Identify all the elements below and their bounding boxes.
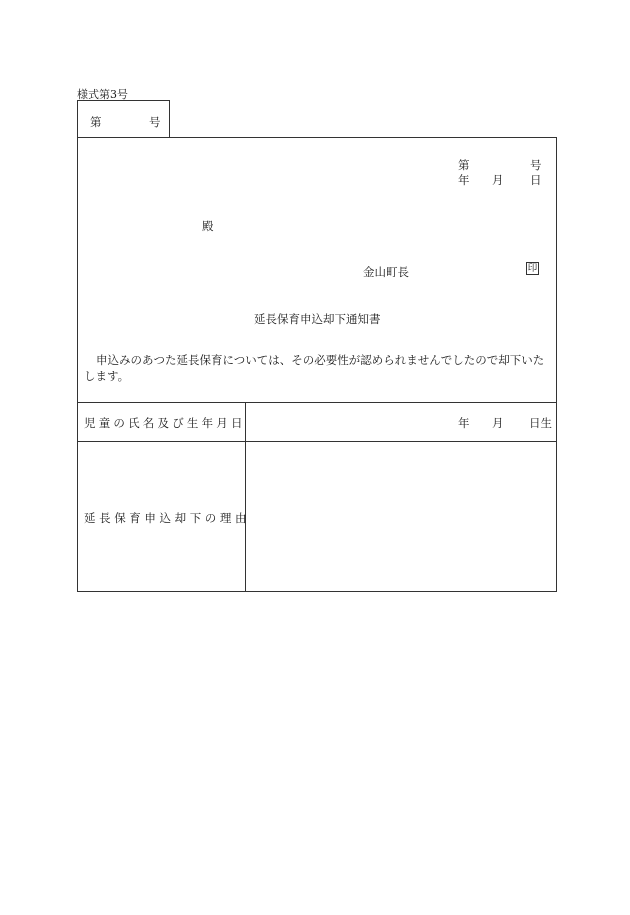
header-month: 月 bbox=[492, 173, 504, 187]
rejection-reason-label: 延長保育申込却下の理由 bbox=[84, 511, 251, 525]
table-row-divider bbox=[78, 441, 556, 442]
table-top-border bbox=[78, 402, 556, 403]
notice-form bbox=[77, 137, 557, 592]
addressee-suffix: 殿 bbox=[202, 219, 214, 233]
form-number-label: 様式第3号 bbox=[77, 88, 128, 101]
birth-day-label: 日生 bbox=[529, 416, 552, 430]
header-dai: 第 bbox=[458, 158, 470, 172]
birth-year-label: 年 bbox=[458, 416, 470, 430]
sender-name: 金山町長 bbox=[363, 265, 409, 279]
document-title: 延長保育申込却下通知書 bbox=[254, 312, 381, 326]
number-box-dai: 第 bbox=[90, 115, 102, 129]
header-go: 号 bbox=[530, 158, 542, 172]
notice-body-text: 申込みのあつた延長保育については、その必要性が認められませんでしたので却下いたします。 bbox=[84, 353, 545, 383]
header-day: 日 bbox=[530, 173, 542, 187]
birth-month-label: 月 bbox=[492, 416, 504, 430]
number-box-go: 号 bbox=[149, 115, 161, 129]
seal-mark: 印 bbox=[527, 263, 538, 274]
document-number-box bbox=[77, 100, 170, 137]
header-year: 年 bbox=[458, 173, 470, 187]
child-name-birthdate-label: 児童の氏名及び生年月日 bbox=[84, 416, 246, 430]
